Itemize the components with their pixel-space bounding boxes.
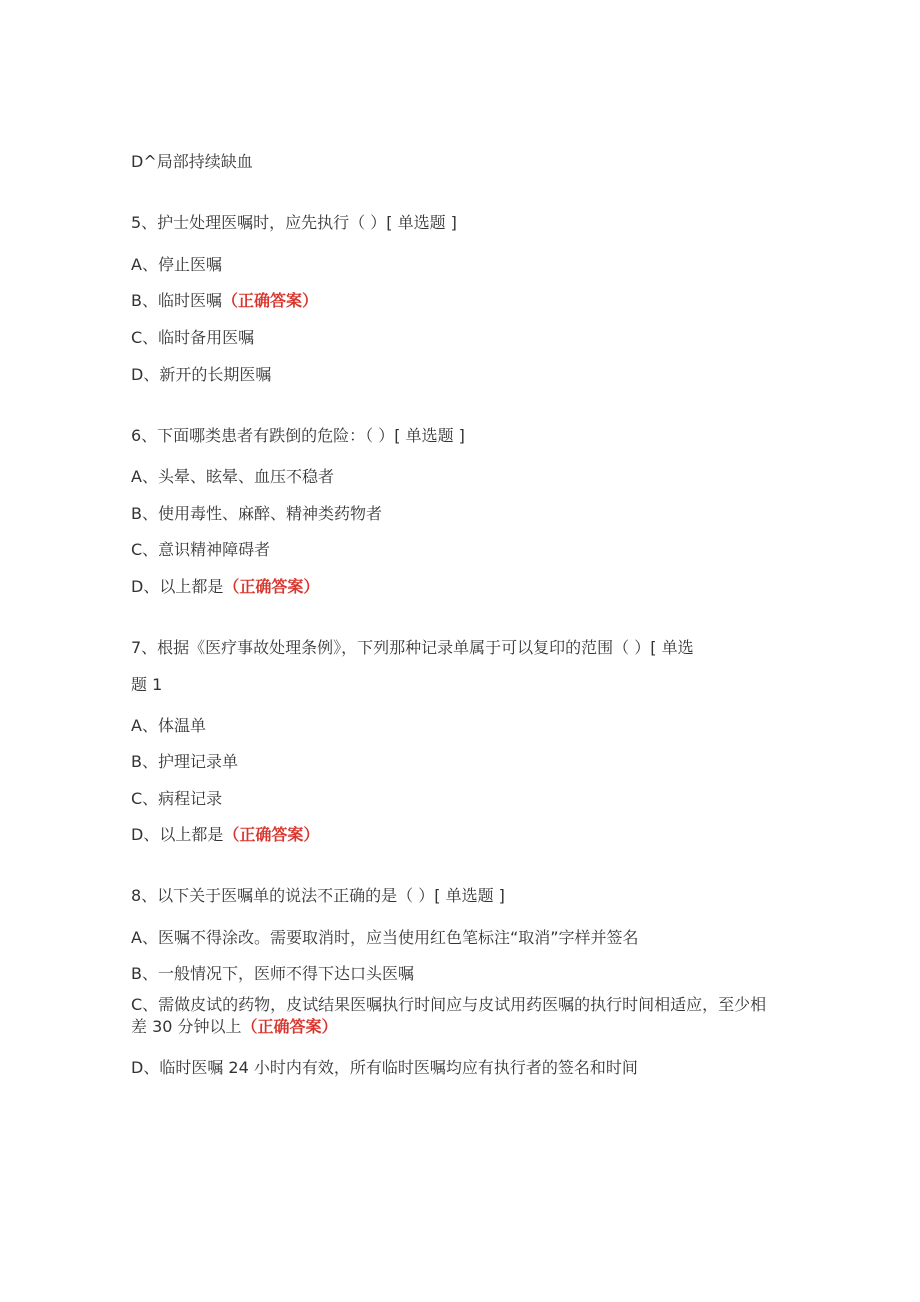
q6-option-c: C、意识精神障碍者	[131, 540, 271, 559]
q7-option-c: C、病程记录	[131, 789, 223, 808]
q5-question: 5、护士处理医嘱时，应先执行（ ）[ 单选题 ]	[131, 213, 457, 232]
q4-option-d: D^局部持续缺血	[131, 152, 253, 171]
q5-option-a: A、停止医嘱	[131, 255, 222, 274]
q5-option-d: D、新开的长期医嘱	[131, 365, 272, 384]
option-text: C、需做皮试的药物，皮试结果医嘱执行时间应与皮试用药医嘱的执行时间相适应，至少相差 30 分钟以上	[131, 995, 767, 1036]
correct-answer-tag: （正确答案）	[223, 577, 320, 596]
option-text: D、以上都是	[131, 825, 224, 844]
q8-option-a: A、医嘱不得涂改。需要取消时，应当使用红色笔标注“取消”字样并签名	[131, 928, 639, 947]
correct-answer-tag: （正确答案）	[223, 825, 320, 844]
q6-option-a: A、头晕、眩晕、血压不稳者	[131, 467, 334, 486]
q7-option-b: B、护理记录单	[131, 752, 238, 771]
q5-option-b	[131, 290, 318, 312]
correct-answer-tag: （正确答案）	[221, 291, 318, 310]
q5-option-c: C、临时备用医嘱	[131, 328, 255, 347]
q8-option-b: B、一般情况下，医师不得下达口头医嘱	[131, 964, 414, 983]
q7-option-d	[131, 824, 319, 846]
q6-option-d	[131, 576, 319, 598]
q7-question-line2: 题 1	[131, 675, 163, 694]
q6-question: 6、下面哪类患者有跌倒的危险：（ ）[ 单选题 ]	[131, 426, 465, 445]
q7-option-a: A、体温单	[131, 716, 206, 735]
option-text: B、临时医嘱	[131, 291, 222, 310]
q8-option-c	[131, 994, 776, 1038]
option-text: D、以上都是	[131, 577, 224, 596]
correct-answer-tag: （正确答案）	[241, 1017, 338, 1036]
q7-question-line1: 7、根据《医疗事故处理条例》，下列那种记录单属于可以复印的范围（ ）[ 单选	[131, 638, 694, 657]
q8-question: 8、以下关于医嘱单的说法不正确的是（ ）[ 单选题 ]	[131, 886, 505, 905]
q8-option-d: D、临时医嘱 24 小时内有效，所有临时医嘱均应有执行者的签名和时间	[131, 1058, 638, 1077]
q6-option-b: B、使用毒性、麻醉、精神类药物者	[131, 504, 382, 523]
